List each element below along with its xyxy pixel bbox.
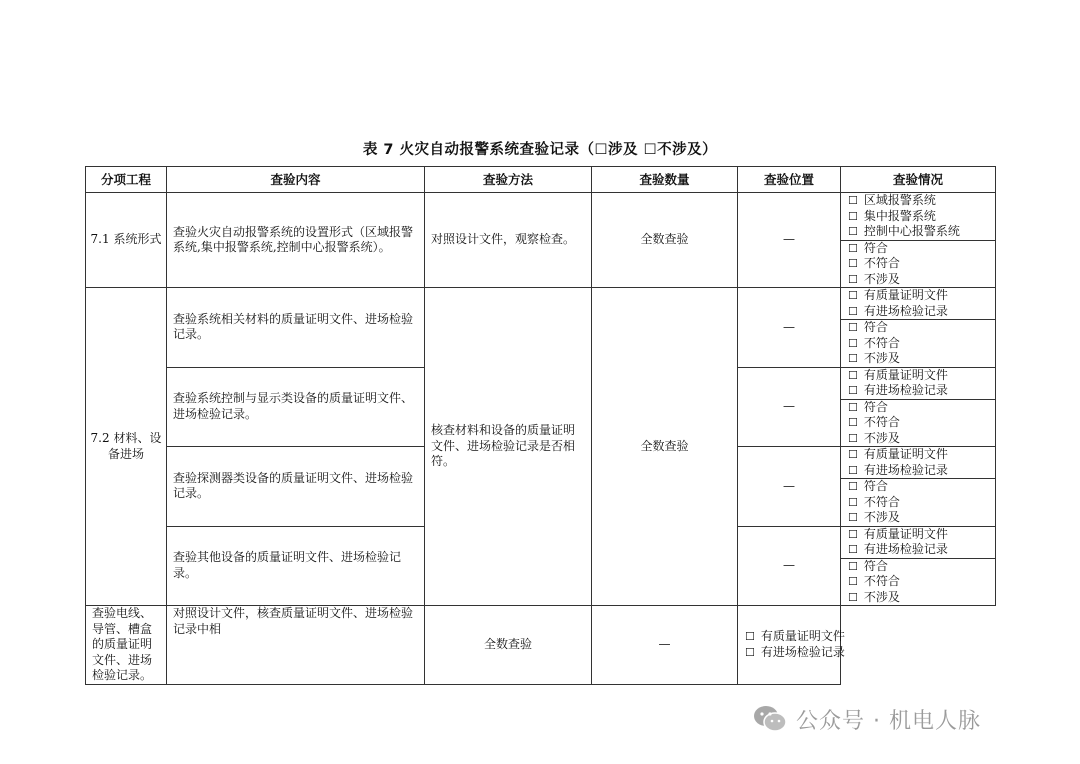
options-cell	[841, 320, 996, 368]
options-cell	[841, 193, 996, 241]
quantity-cell: 全数查验	[592, 288, 738, 606]
option-label: 不符合	[863, 415, 900, 429]
checkbox-option	[848, 336, 995, 352]
checkbox-icon: ☐	[745, 645, 755, 659]
checkbox-icon: ☐	[848, 336, 858, 350]
checkbox-icon: ☐	[848, 194, 858, 207]
checkbox-icon: ☐	[848, 257, 858, 270]
checkbox-option	[848, 415, 995, 431]
checkbox-icon: ☐	[848, 527, 858, 541]
table-row	[86, 288, 996, 320]
checkbox-icon: ☐	[848, 272, 858, 286]
checkbox-icon: ☐	[848, 304, 858, 318]
option-label: 符合	[863, 479, 888, 493]
position-cell: —	[738, 526, 841, 606]
checkbox-icon: ☐	[848, 352, 858, 365]
quantity-cell: 全数查验	[425, 606, 592, 685]
content-cell: 查验火灾自动报警系统的设置形式（区域报警系统,集中报警系统,控制中心报警系统）。	[167, 193, 425, 288]
checkbox-option	[745, 644, 845, 661]
quantity-cell: 全数查验	[592, 193, 738, 288]
checkbox-option	[848, 320, 995, 336]
checkbox-icon: ☐	[848, 431, 858, 445]
subproject-cell: 7.2 材料、设备进场	[86, 288, 167, 606]
checkbox-option	[848, 479, 995, 495]
content-cell: 查验探测器类设备的质量证明文件、进场检验记录。	[167, 447, 425, 527]
option-label: 集中报警系统	[863, 208, 936, 223]
header-cell: 查验位置	[738, 167, 841, 193]
options-cell	[841, 288, 996, 320]
inspection-table	[85, 166, 996, 685]
option-label: 不符合	[863, 335, 900, 350]
checkbox-icon: ☐	[848, 448, 858, 461]
position-cell: —	[738, 447, 841, 527]
header-cell: 查验数量	[592, 167, 738, 193]
checkbox-icon: ☐	[848, 368, 858, 382]
option-label: 不符合	[863, 494, 900, 509]
options-cell	[738, 606, 845, 685]
option-label: 不涉及	[863, 351, 900, 365]
checkbox-icon: ☐	[745, 630, 755, 644]
options-cell	[841, 526, 996, 558]
checkbox-option	[848, 272, 995, 288]
header-row	[86, 167, 996, 193]
method-cell: 对照设计文件，观察检查。	[425, 193, 592, 288]
option-label: 符合	[863, 558, 888, 573]
content-cell: 查验其他设备的质量证明文件、进场检验记录。	[167, 526, 425, 606]
options-cell	[841, 558, 996, 606]
options-cell	[841, 447, 996, 479]
option-label: 不涉及	[863, 430, 900, 445]
checkbox-icon: ☐	[848, 321, 858, 334]
option-label: 有质量证明文件	[863, 367, 948, 382]
position-cell: —	[592, 606, 738, 685]
checkbox-icon: ☐	[848, 400, 858, 414]
checkbox-icon: ☐	[848, 209, 858, 223]
checkbox-icon: ☐	[848, 241, 858, 255]
watermark-text: 公众号 · 机电人脉	[796, 708, 981, 734]
checkbox-option	[848, 351, 995, 367]
option-label: 有质量证明文件	[863, 526, 948, 541]
checkbox-icon: ☐	[848, 480, 858, 493]
checkbox-icon: ☐	[848, 511, 858, 524]
position-cell: —	[738, 367, 841, 447]
header-cell: 查验情况	[841, 167, 996, 193]
position-cell: —	[738, 288, 841, 368]
option-label: 有质量证明文件	[760, 629, 845, 644]
checkbox-option	[848, 256, 995, 272]
header-cell: 查验方法	[425, 167, 592, 193]
options-cell	[841, 367, 996, 399]
option-label: 区域报警系统	[863, 193, 936, 207]
wechat-icon	[752, 704, 788, 734]
checkbox-option	[848, 447, 995, 463]
checkbox-icon: ☐	[848, 495, 858, 509]
header-cell: 分项工程	[86, 167, 167, 193]
content-cell: 查验系统控制与显示类设备的质量证明文件、进场检验记录。	[167, 367, 425, 447]
checkbox-option	[848, 383, 995, 399]
method-cell: 核查材料和设备的质量证明文件、进场检验记录是否相符。	[425, 288, 592, 606]
option-label: 符合	[863, 240, 888, 255]
table-row	[86, 193, 996, 241]
checkbox-option	[745, 629, 845, 645]
checkbox-option	[848, 574, 995, 590]
options-cell	[841, 399, 996, 447]
table-title: 表 7 火灾自动报警系统查验记录（☐涉及 ☐不涉及）	[362, 142, 718, 158]
option-label: 不符合	[863, 574, 900, 588]
checkbox-icon: ☐	[848, 416, 858, 429]
checkbox-option	[848, 431, 995, 447]
option-label: 不涉及	[863, 271, 900, 286]
checkbox-option	[848, 495, 995, 511]
option-label: 不符合	[863, 256, 900, 270]
option-label: 不涉及	[863, 510, 900, 524]
checkbox-option	[848, 241, 995, 257]
subproject-cell: 7.1 系统形式	[86, 193, 167, 288]
checkbox-option	[848, 400, 995, 416]
checkbox-option	[848, 542, 995, 558]
checkbox-icon: ☐	[848, 463, 858, 477]
option-label: 有质量证明文件	[863, 288, 948, 302]
checkbox-icon: ☐	[848, 384, 858, 397]
table-row	[86, 606, 996, 685]
checkbox-option	[848, 288, 995, 304]
position-cell: —	[738, 193, 841, 288]
checkbox-option	[848, 193, 995, 209]
content-cell: 查验电线、导管、槽盒的质量证明文件、进场检验记录。	[86, 606, 167, 685]
checkbox-option	[848, 590, 995, 606]
checkbox-icon: ☐	[848, 559, 858, 573]
option-label: 符合	[863, 399, 888, 414]
checkbox-option	[848, 463, 995, 479]
content-cell: 查验系统相关材料的质量证明文件、进场检验记录。	[167, 288, 425, 368]
checkbox-icon: ☐	[848, 590, 858, 604]
checkbox-icon: ☐	[848, 575, 858, 588]
checkbox-option	[848, 510, 995, 526]
checkbox-icon: ☐	[848, 543, 858, 556]
header-cell: 查验内容	[167, 167, 425, 193]
option-label: 有进场检验记录	[863, 462, 948, 477]
option-label: 有进场检验记录	[863, 542, 948, 556]
options-cell	[841, 479, 996, 527]
checkbox-option	[848, 527, 995, 543]
option-label: 符合	[863, 320, 888, 334]
checkbox-icon: ☐	[848, 289, 858, 302]
option-label: 有进场检验记录	[863, 383, 948, 397]
checkbox-option	[848, 304, 995, 320]
method-cell: 对照设计文件，核查质量证明文件、进场检验记录中相	[167, 606, 425, 685]
watermark	[752, 702, 981, 736]
option-label: 有质量证明文件	[863, 447, 948, 461]
checkbox-option	[848, 209, 995, 225]
option-label: 控制中心报警系统	[863, 224, 960, 238]
checkbox-option	[848, 224, 995, 240]
option-label: 有进场检验记录	[760, 644, 845, 659]
checkbox-option	[848, 368, 995, 384]
option-label: 不涉及	[863, 589, 900, 604]
checkbox-icon: ☐	[848, 225, 858, 238]
checkbox-option	[848, 559, 995, 575]
option-label: 有进场检验记录	[863, 303, 948, 318]
options-cell	[841, 240, 996, 288]
